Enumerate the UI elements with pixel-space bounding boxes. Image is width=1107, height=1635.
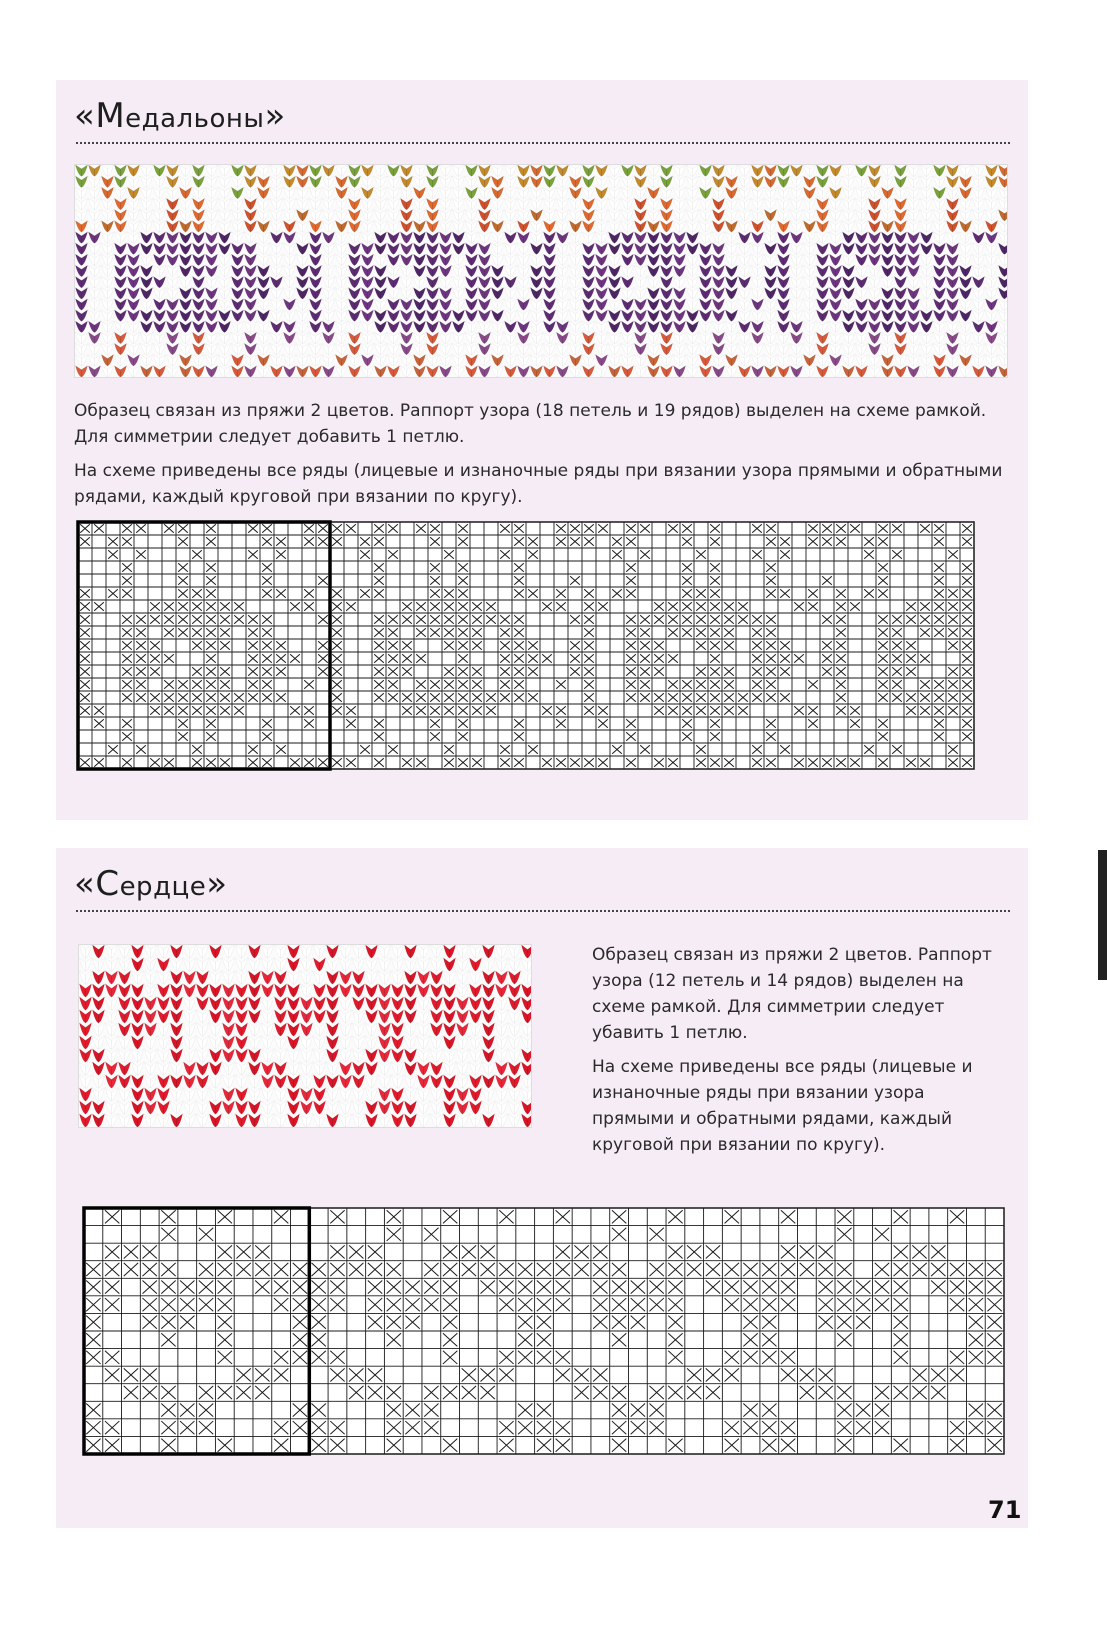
heart-paragraph-2: На схеме приведены все ряды (лицевые и изнаночные ряды при вязании узора прямыми и обратными рядами, каждый круговой при вязании по кругу). bbox=[592, 1057, 973, 1155]
section-title-heart: «Сердце» bbox=[74, 864, 228, 904]
page-number: 71 bbox=[988, 1496, 1022, 1524]
medallions-paragraph-2: На схеме приведены все ряды (лицевые и изнаночные ряды при вязании узора прямыми и обратными рядами, каждый круговой при вязании по кругу). bbox=[74, 461, 1003, 507]
medallions-section bbox=[56, 80, 1028, 820]
knitted-medallion-band-photo bbox=[74, 164, 1008, 378]
knitted-heart-band-icon bbox=[79, 945, 531, 1127]
heart-section bbox=[56, 848, 1028, 1528]
knitted-medallion-band-icon bbox=[75, 165, 1007, 377]
section-title-medallions: «Медальоны» bbox=[74, 96, 286, 136]
medallions-description bbox=[74, 398, 1009, 518]
heart-chart-grid bbox=[82, 1206, 1006, 1456]
medallions-paragraph-1: Образец связан из пряжи 2 цветов. Раппорт узора (18 петель и 19 рядов) выделен на схеме рамкой. Для симметрии следует добавить 1 петлю. bbox=[74, 401, 987, 447]
heart-paragraph-1: Образец связан из пряжи 2 цветов. Раппорт узора (12 петель и 14 рядов) выделен на схеме рамкой. Для симметрии следует убавить 1 петлю. bbox=[592, 945, 992, 1043]
knitted-heart-band-photo bbox=[78, 944, 532, 1128]
title-divider bbox=[76, 910, 1010, 912]
heart-description bbox=[592, 942, 1012, 1166]
title-divider bbox=[76, 142, 1010, 144]
medallions-chart-grid bbox=[76, 520, 976, 771]
heart-chart bbox=[82, 1206, 1006, 1456]
page-edge-mark bbox=[1098, 850, 1107, 980]
medallions-chart bbox=[76, 520, 976, 771]
